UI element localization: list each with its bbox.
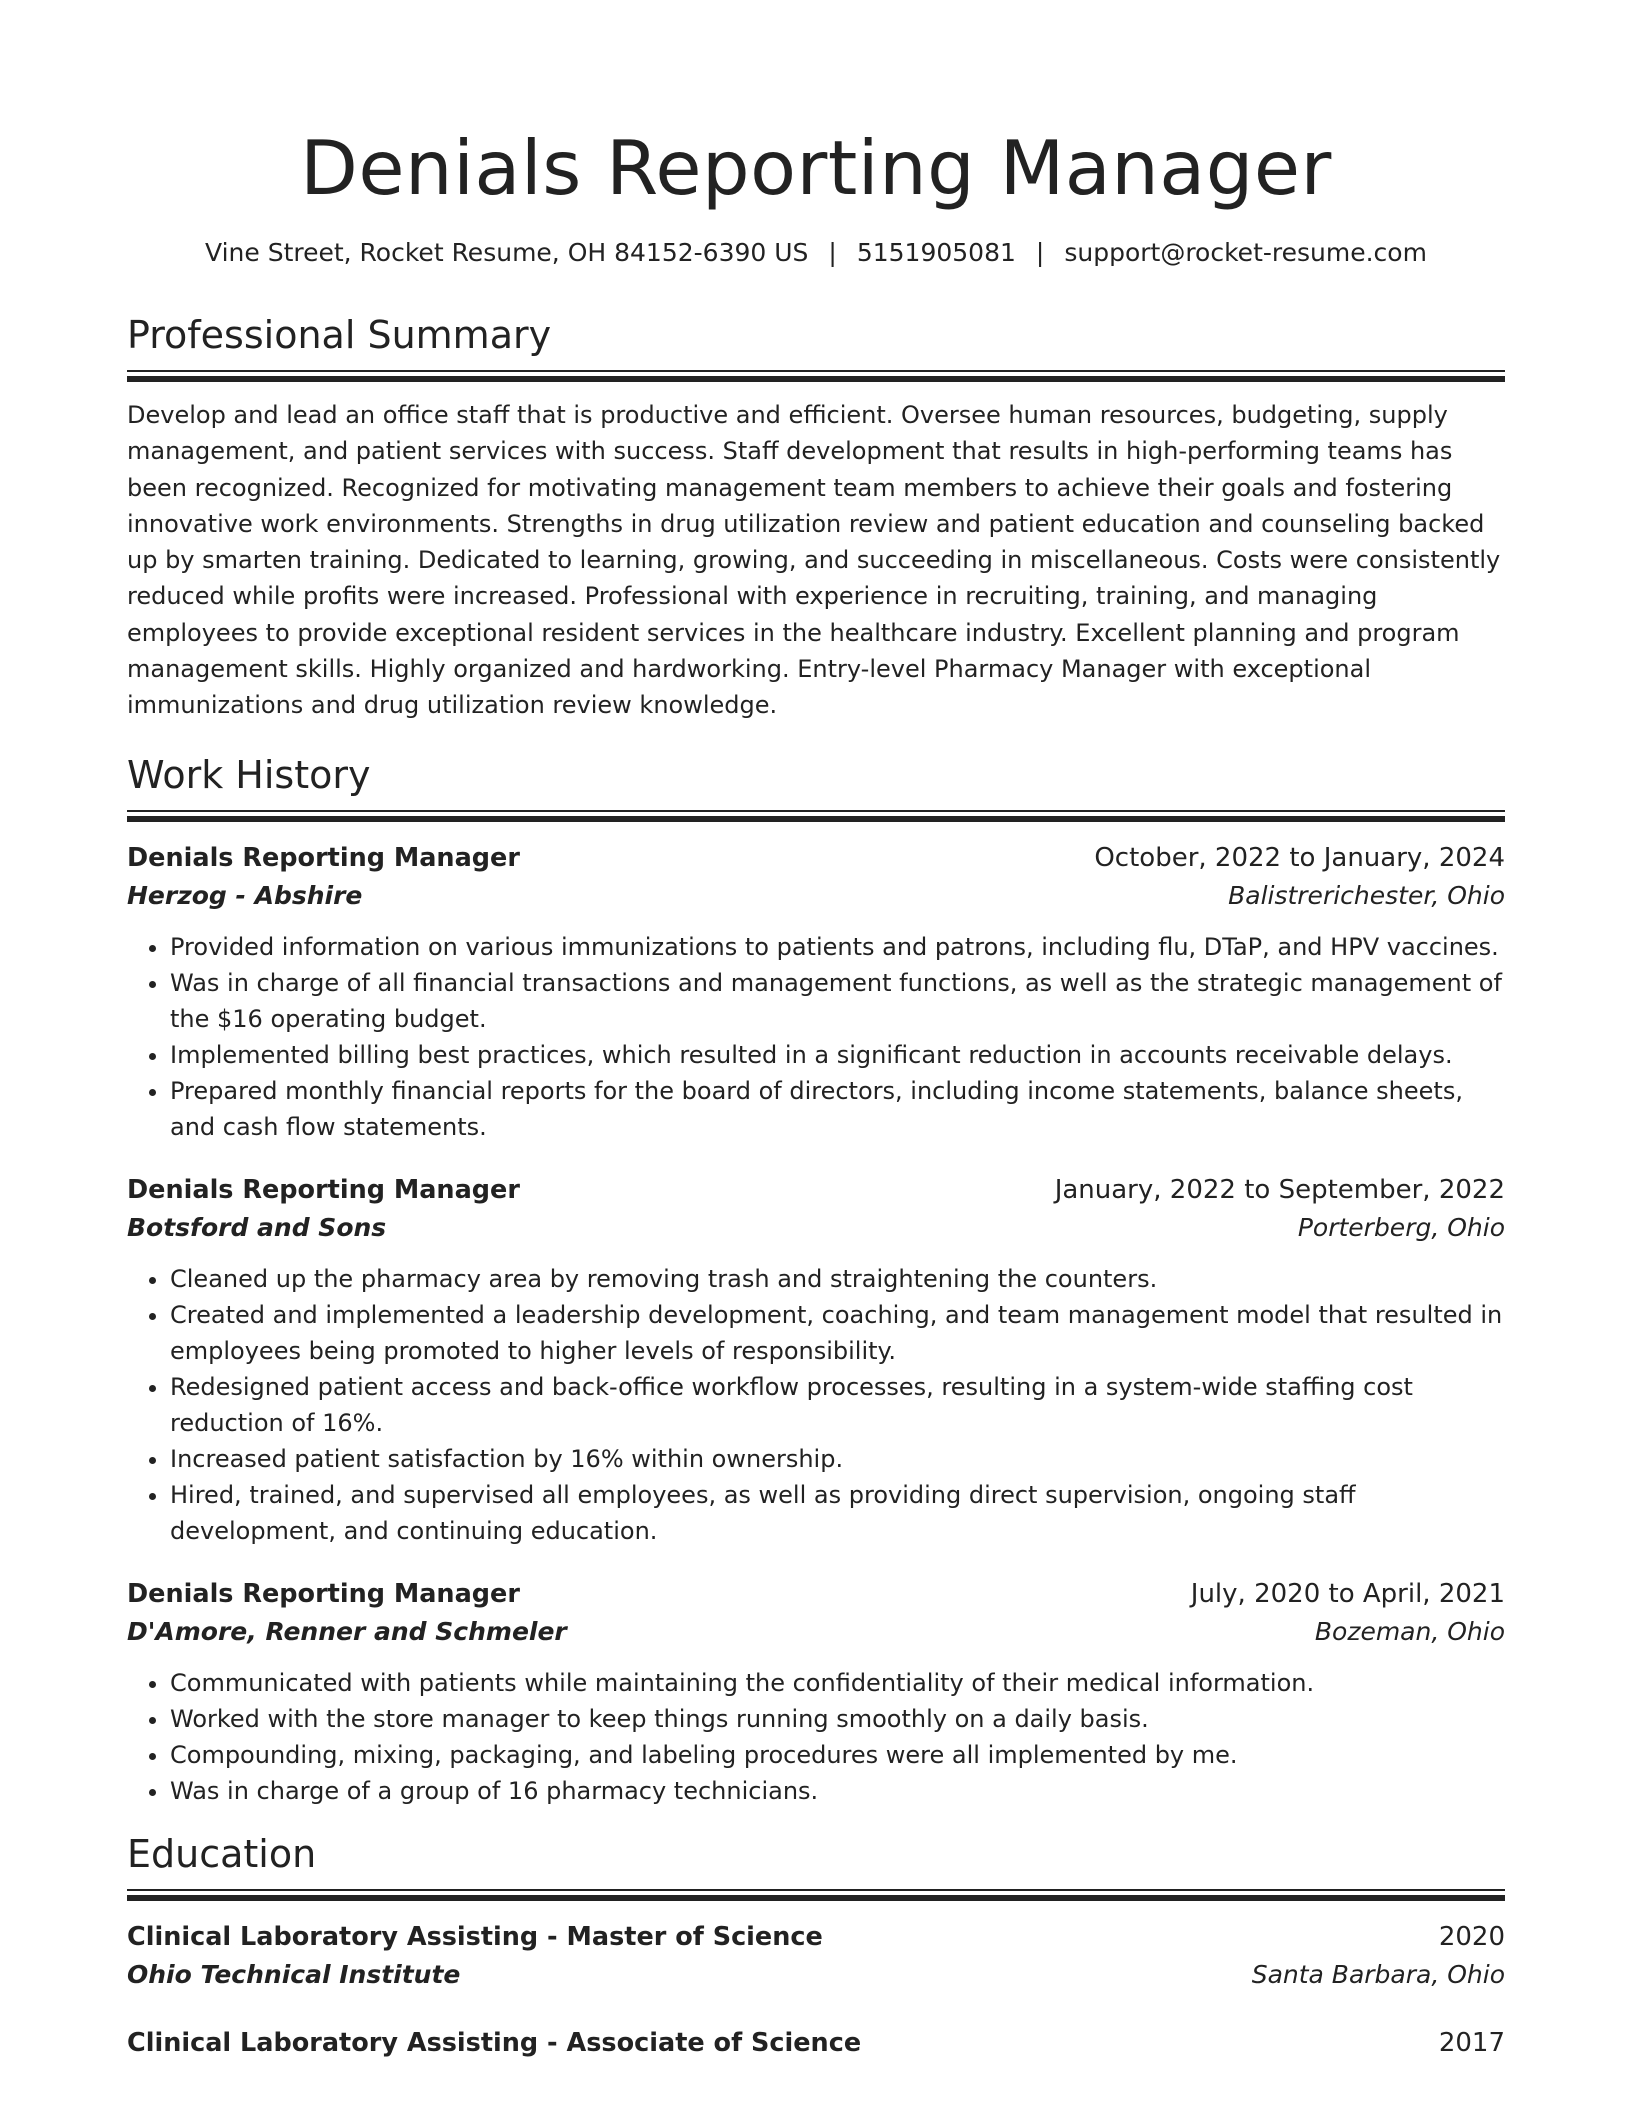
candidate-name: Denials Reporting Manager (300, 124, 1332, 212)
education-entry (127, 1918, 1505, 1994)
job-bullet: • Hired, trained, and supervised all employees, as well as providing direct supervision, ongoing staff development, and continuing education. (170, 1477, 1505, 1549)
job-title: Denials Reporting Manager (127, 1174, 520, 1205)
contact-address: Vine Street, Rocket Resume, OH 84152-6390 US (205, 238, 809, 267)
work-history-section (127, 752, 1505, 1809)
section-title-work-history: Work History (127, 752, 371, 797)
contact-email: support@rocket-resume.com (1064, 238, 1427, 267)
job-bullet: • Redesigned patient access and back-office workflow processes, resulting in a system-wide staffing cost reduction of 16%. (170, 1369, 1505, 1441)
contact-separator: | (828, 238, 837, 267)
job-bullet: • Implemented billing best practices, which resulted in a significant reduction in accounts receivable delays. (170, 1037, 1505, 1073)
education-year: 2020 (1438, 1921, 1505, 1952)
job-bullets (127, 1665, 1505, 1809)
job-dates: July, 2020 to April, 2021 (1190, 1578, 1505, 1609)
education-school: Ohio Technical Institute (127, 1959, 461, 1989)
job-entry (127, 839, 1505, 1145)
job-bullet: • Was in charge of a group of 16 pharmacy technicians. (170, 1773, 1505, 1809)
job-location: Bozeman, Ohio (1314, 1616, 1505, 1646)
job-bullet: • Was in charge of all financial transactions and management functions, as well as the strategic management of the $16 operating budget. (170, 965, 1505, 1037)
job-title: Denials Reporting Manager (127, 842, 520, 873)
summary-section (127, 312, 1505, 724)
job-dates: January, 2022 to September, 2022 (1054, 1174, 1505, 1205)
job-bullets (127, 1261, 1505, 1549)
section-divider (127, 810, 1505, 821)
contact-separator: | (1035, 238, 1045, 267)
job-bullet: • Worked with the store manager to keep things running smoothly on a daily basis. (170, 1701, 1505, 1737)
job-title: Denials Reporting Manager (127, 1578, 520, 1609)
education-degree: Clinical Laboratory Assisting - Associate of Science (127, 2027, 862, 2058)
education-degree: Clinical Laboratory Assisting - Master of Science (127, 1921, 823, 1952)
job-location: Balistrerichester, Ohio (1228, 880, 1505, 910)
job-bullet: • Communicated with patients while maintaining the confidentiality of their medical information. (170, 1665, 1505, 1701)
section-title-summary: Professional Summary (127, 313, 552, 357)
job-bullet: • Cleaned up the pharmacy area by removing trash and straightening the counters. (170, 1261, 1505, 1297)
section-divider (127, 1889, 1505, 1900)
education-section (127, 1831, 1505, 2062)
section-title-education: Education (127, 1831, 317, 1876)
job-company: D'Amore, Renner and Schmeler (127, 1616, 567, 1646)
job-bullet: • Provided information on various immunizations to patients and patrons, including flu, DTaP, and HPV vaccines. (170, 929, 1505, 965)
education-location: Santa Barbara, Ohio (1251, 1959, 1505, 1989)
contact-phone: 5151905081 (856, 238, 1016, 267)
job-bullet: • Prepared monthly financial reports for the board of directors, including income statements, balance sheets, and cash flow statements. (170, 1073, 1505, 1145)
summary-text: Develop and lead an office staff that is productive and efficient. Oversee human resources, budgeting, supply management, and patient services with success. Staff development that results in high-performing teams has been recognized. Recognized for motivating management team members to achieve their goals and fostering innovative work environments. Strengths in drug utilization review and patient education and counseling backed up by smarten training. Dedicated to learning, growing, and succeeding in miscellaneous. Costs were consistently reduced while profits were increased. Professional with experience in recruiting, training, and managing employees to provide exceptional resident services in the healthcare industry. Excellent planning and program management skills. Highly organized and hardworking. Entry-level Pharmacy Manager with exceptional immunizations and drug utilization review knowledge. (127, 401, 1501, 720)
job-company: Herzog - Abshire (127, 880, 363, 910)
education-year: 2017 (1438, 2027, 1505, 2058)
job-bullet: • Increased patient satisfaction by 16% within ownership. (170, 1441, 1505, 1477)
job-location: Porterberg, Ohio (1297, 1212, 1505, 1242)
education-entry (127, 2024, 1505, 2062)
job-bullets (127, 929, 1505, 1145)
job-bullet: • Compounding, mixing, packaging, and labeling procedures were all implemented by me. (170, 1737, 1505, 1773)
job-bullet: • Created and implemented a leadership development, coaching, and team management model that resulted in employees being promoted to higher levels of responsibility. (170, 1297, 1505, 1369)
section-divider (127, 370, 1505, 381)
job-dates: October, 2022 to January, 2024 (1094, 842, 1505, 873)
job-company: Botsford and Sons (127, 1212, 387, 1242)
contact-line (127, 236, 1505, 270)
job-entry (127, 1575, 1505, 1809)
job-entry (127, 1171, 1505, 1549)
